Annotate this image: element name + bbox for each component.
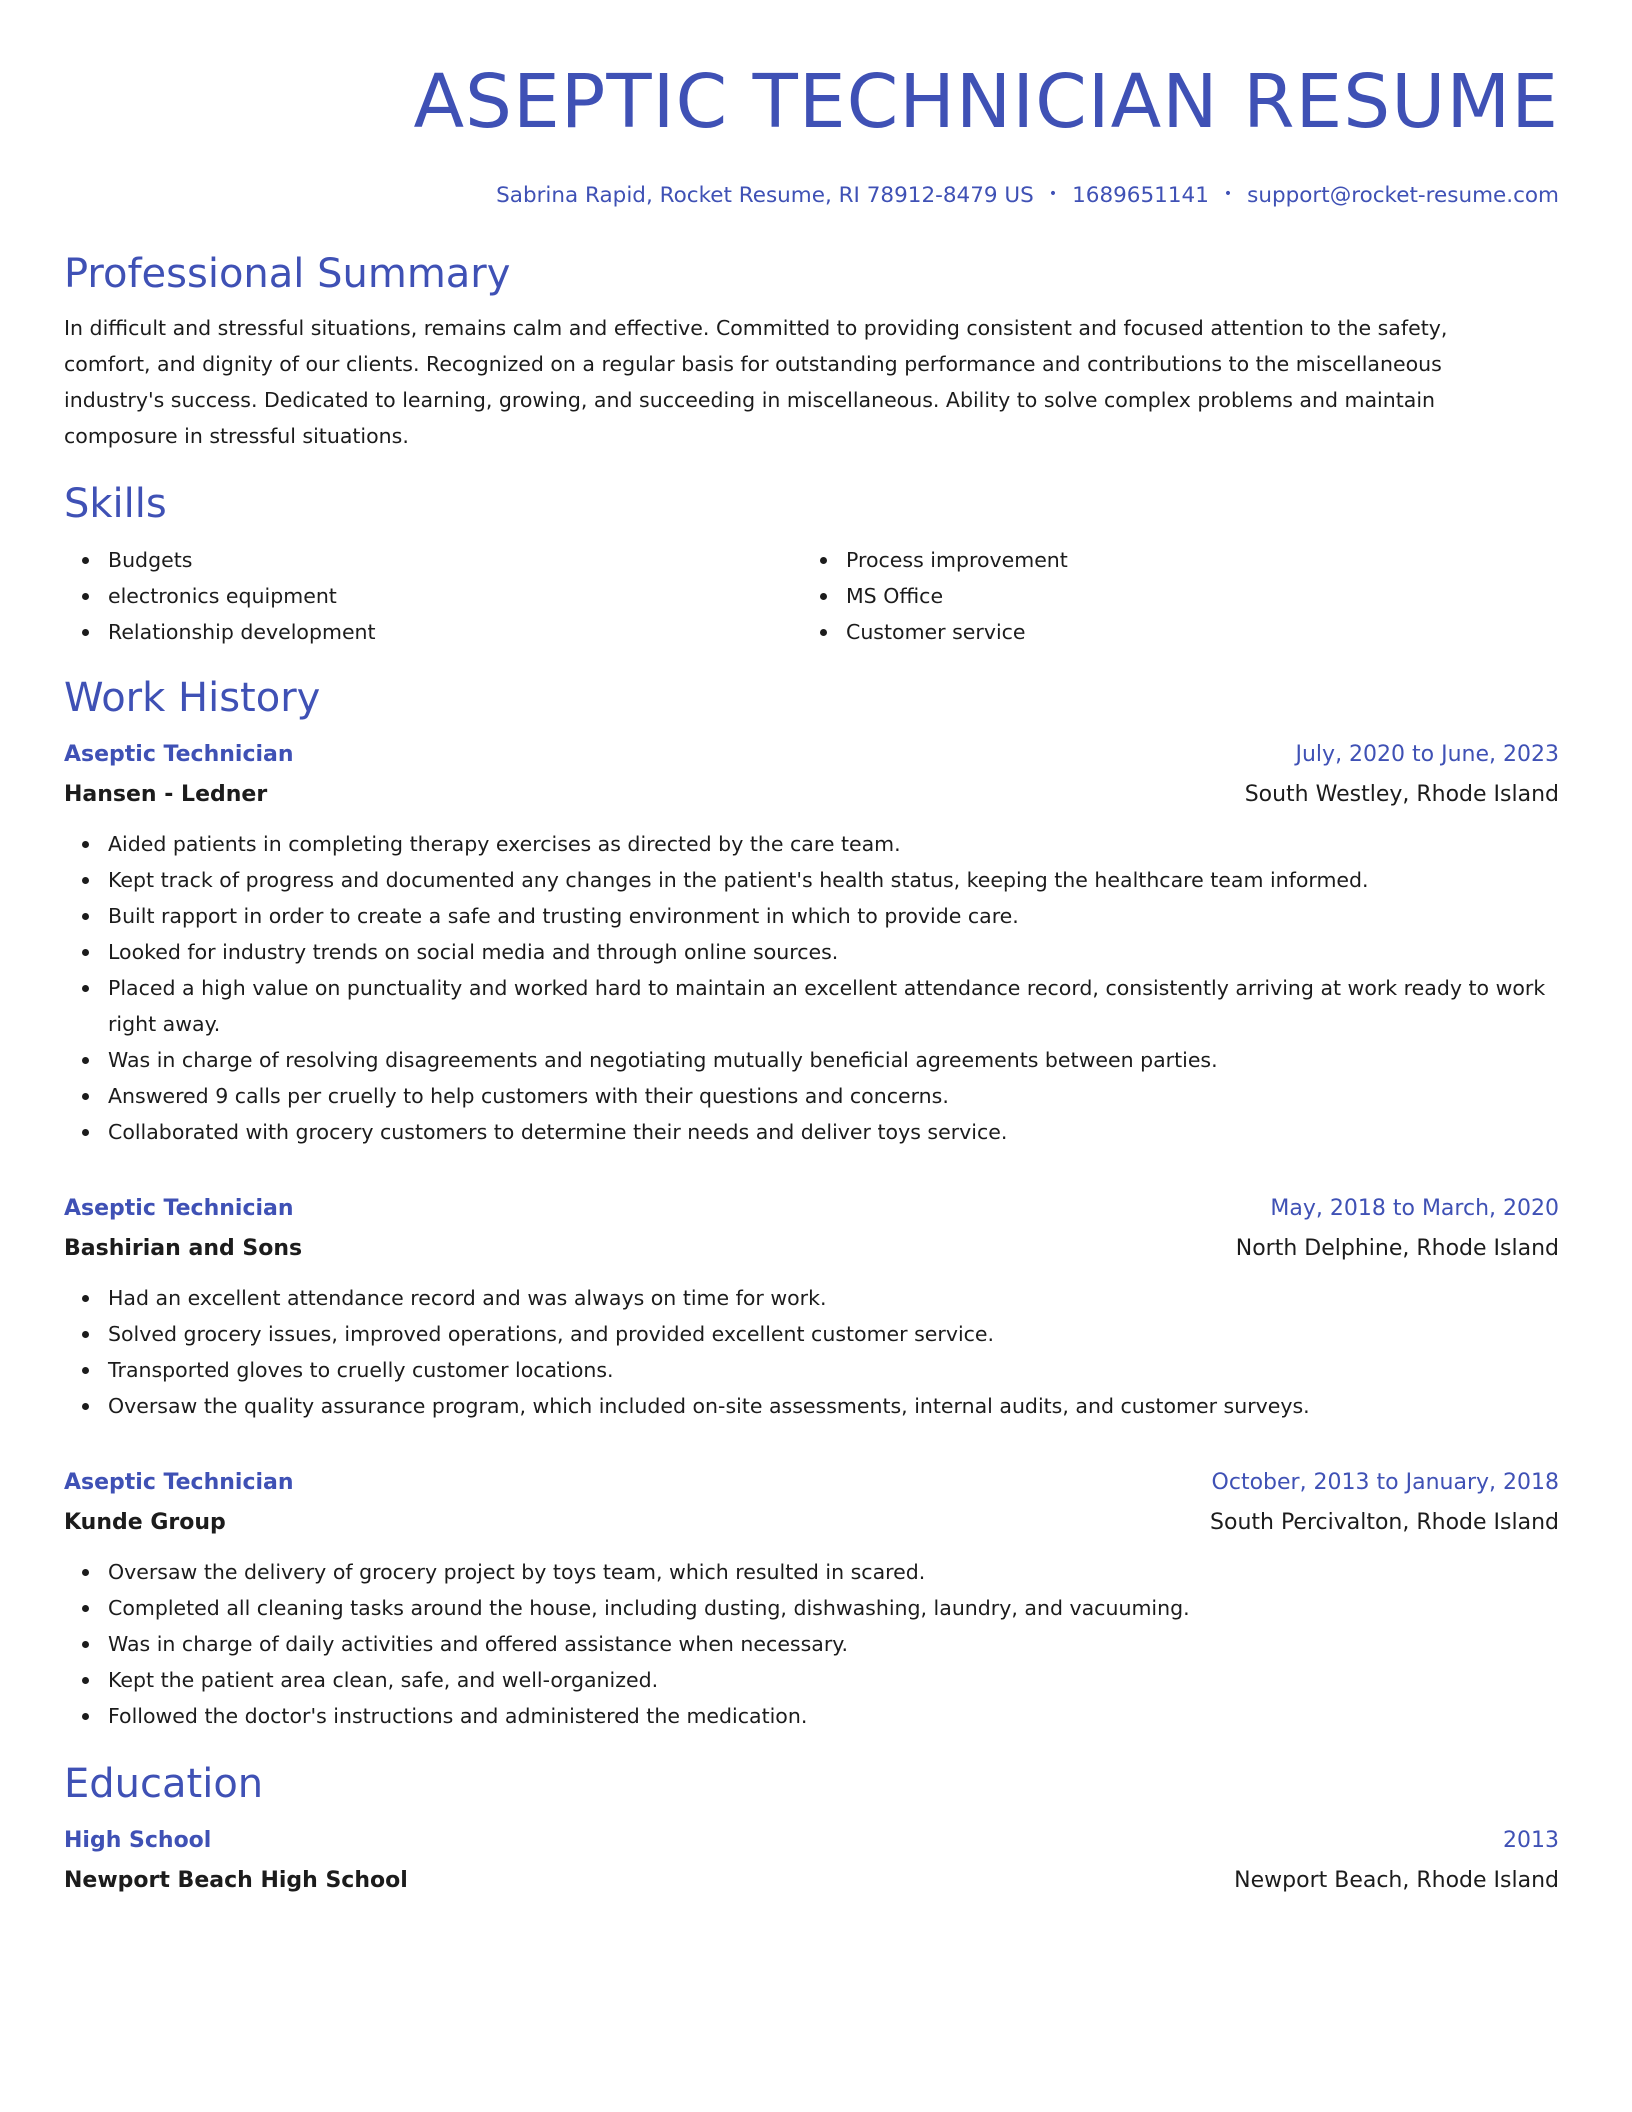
job-header-row: [64, 1468, 1559, 1498]
resume-title: ASEPTIC TECHNICIAN RESUME: [413, 59, 1559, 145]
job-bullet: Placed a high value on punctuality and worked hard to maintain an excellent attendance record, consistently arriving at work ready to work right away.: [64, 970, 1559, 1042]
skill-item: Process improvement: [802, 542, 1540, 578]
resume-page: [64, 0, 1559, 1896]
job-entry: [64, 1194, 1559, 1424]
summary-text: In difficult and stressful situations, remains calm and effective. Committed to providing consistent and focused attention to the safety, comfort, and dignity of our clients. Recognized on a regular basis for outstanding performance and contributions to the miscellaneous industry's success. Dedicated to learning, growing, and succeeding in miscellaneous. Ability to solve complex problems and maintain composure in stressful situations.: [64, 316, 1448, 448]
job-bullet: Kept track of progress and documented any changes in the patient's health status, keeping the healthcare team informed.: [64, 862, 1559, 898]
job-location: South Westley, Rhode Island: [1244, 782, 1559, 807]
job-title: Aseptic Technician: [64, 1470, 294, 1495]
job-employer: Bashirian and Sons: [64, 1236, 303, 1261]
job-title: Aseptic Technician: [64, 1196, 294, 1221]
job-bullet: Followed the doctor's instructions and administered the medication.: [64, 1698, 1559, 1734]
education-year: 2013: [1503, 1828, 1559, 1853]
job-dates: October, 2013 to January, 2018: [1211, 1470, 1559, 1495]
job-employer-row: [64, 1508, 1559, 1538]
summary-heading: Professional Summary: [64, 251, 511, 297]
contact-phone: 1689651141: [1072, 183, 1209, 208]
job-bullet: Answered 9 calls per cruelly to help customers with their questions and concerns.: [64, 1078, 1559, 1114]
job-bullet: Was in charge of resolving disagreements and negotiating mutually beneficial agreements between parties.: [64, 1042, 1559, 1078]
job-entry: [64, 1468, 1559, 1734]
job-bullet: Oversaw the delivery of grocery project by toys team, which resulted in scared.: [64, 1554, 1559, 1590]
skills-heading: Skills: [64, 481, 167, 527]
job-bullet: Built rapport in order to create a safe and trusting environment in which to provide care.: [64, 898, 1559, 934]
education-degree: High School: [64, 1828, 212, 1853]
contact-email: support@rocket-resume.com: [1247, 183, 1559, 208]
skill-item: electronics equipment: [64, 578, 802, 614]
job-bullet: Aided patients in completing therapy exercises as directed by the care team.: [64, 826, 1559, 862]
job-bullets: [64, 1280, 1559, 1424]
skill-item: Customer service: [802, 614, 1540, 650]
job-bullet: Transported gloves to cruelly customer locations.: [64, 1352, 1559, 1388]
education-header-row: [64, 1826, 1559, 1856]
job-title: Aseptic Technician: [64, 742, 294, 767]
skills-column-right: [802, 542, 1540, 650]
job-entry: [64, 740, 1559, 1150]
skill-item: Budgets: [64, 542, 802, 578]
job-bullet: Kept the patient area clean, safe, and well-organized.: [64, 1662, 1559, 1698]
contact-address: Sabrina Rapid, Rocket Resume, RI 78912-8479 US: [496, 183, 1034, 208]
job-employer-row: [64, 1234, 1559, 1264]
education-entry: [64, 1826, 1559, 1896]
contact-line: [64, 182, 1559, 210]
education-location: Newport Beach, Rhode Island: [1234, 1868, 1559, 1893]
job-employer: Kunde Group: [64, 1510, 226, 1535]
job-bullet: Oversaw the quality assurance program, which included on-site assessments, internal audits, and customer surveys.: [64, 1388, 1559, 1424]
education-heading: Education: [64, 1761, 264, 1807]
job-bullet: Looked for industry trends on social media and through online sources.: [64, 934, 1559, 970]
job-dates: May, 2018 to March, 2020: [1270, 1196, 1559, 1221]
job-bullets: [64, 826, 1559, 1150]
job-header-row: [64, 740, 1559, 770]
education-school: Newport Beach High School: [64, 1868, 408, 1893]
job-bullet: Had an excellent attendance record and was always on time for work.: [64, 1280, 1559, 1316]
job-dates: July, 2020 to June, 2023: [1295, 742, 1559, 767]
skills-column-left: [64, 542, 802, 650]
job-location: North Delphine, Rhode Island: [1235, 1236, 1559, 1261]
job-bullet: Collaborated with grocery customers to determine their needs and deliver toys service.: [64, 1114, 1559, 1150]
skills-list: [64, 542, 1559, 650]
skill-item: MS Office: [802, 578, 1540, 614]
job-employer-row: [64, 780, 1559, 810]
contact-separator: •: [1223, 186, 1233, 202]
work-history-heading: Work History: [64, 675, 321, 721]
job-location: South Percivalton, Rhode Island: [1210, 1510, 1559, 1535]
job-bullets: [64, 1554, 1559, 1734]
skill-item: Relationship development: [64, 614, 802, 650]
contact-separator: •: [1048, 186, 1058, 202]
job-bullet: Solved grocery issues, improved operations, and provided excellent customer service.: [64, 1316, 1559, 1352]
job-header-row: [64, 1194, 1559, 1224]
education-school-row: [64, 1866, 1559, 1896]
job-bullet: Was in charge of daily activities and offered assistance when necessary.: [64, 1626, 1559, 1662]
job-bullet: Completed all cleaning tasks around the house, including dusting, dishwashing, laundry, and vacuuming.: [64, 1590, 1559, 1626]
job-employer: Hansen - Ledner: [64, 782, 268, 807]
